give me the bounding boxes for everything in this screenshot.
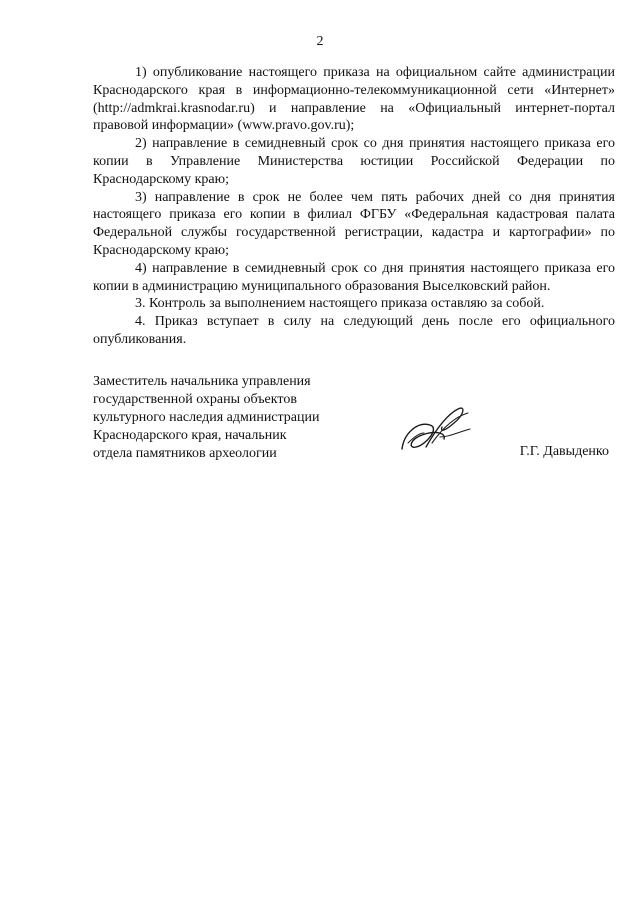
- paragraph-ministry-of-justice: 2) направление в семидневный срок со дня принятия настоящего приказа его копии в Управление Министерства юстиции Российской Федерации по Краснодарскому краю;: [93, 136, 615, 187]
- signer-title-line: государственной охраны объектов: [93, 392, 297, 407]
- paragraph-cadastral-chamber: 3) направление в срок не более чем пять рабочих дней со дня принятия настоящего приказа его копии в филиал ФГБУ «Федеральная кадастровая палата Федеральной службы государственной регистрации, кадастра и картографии» по Краснодарскому краю;: [93, 189, 615, 258]
- signer-title-line: Заместитель начальника управления: [93, 374, 311, 389]
- paragraph-entry-into-force: 4. Приказ вступает в силу на следующий день после его официального опубликования.: [93, 314, 615, 347]
- signer-title-line: отдела памятников археологии: [93, 446, 277, 461]
- paragraph-municipal-administration: 4) направление в семидневный срок со дня принятия настоящего приказа его копии в администрацию муниципального образования Выселковский район.: [93, 260, 615, 294]
- page-number: 2: [316, 34, 324, 49]
- signer-title: [93, 373, 363, 463]
- paragraph-control: 3. Контроль за выполнением настоящего приказа оставляю за собой.: [135, 296, 545, 312]
- signer-name: Г.Г. Давыденко: [519, 444, 609, 459]
- paragraph-publication: 1) опубликование настоящего приказа на официальном сайте администрации Краснодарского края в информационно-телекоммуникационной сети «Интернет» (http://admkrai.krasnodar.ru) и направление на «Официальный интернет-портал правовой информации» (www.pravo.gov.ru);: [93, 65, 615, 134]
- order-body: [93, 64, 615, 349]
- handwritten-signature: [396, 403, 476, 455]
- signature-block: [93, 373, 615, 473]
- signer-title-line: культурного наследия администрации: [93, 410, 320, 425]
- signer-title-line: Краснодарского края, начальник: [93, 428, 287, 443]
